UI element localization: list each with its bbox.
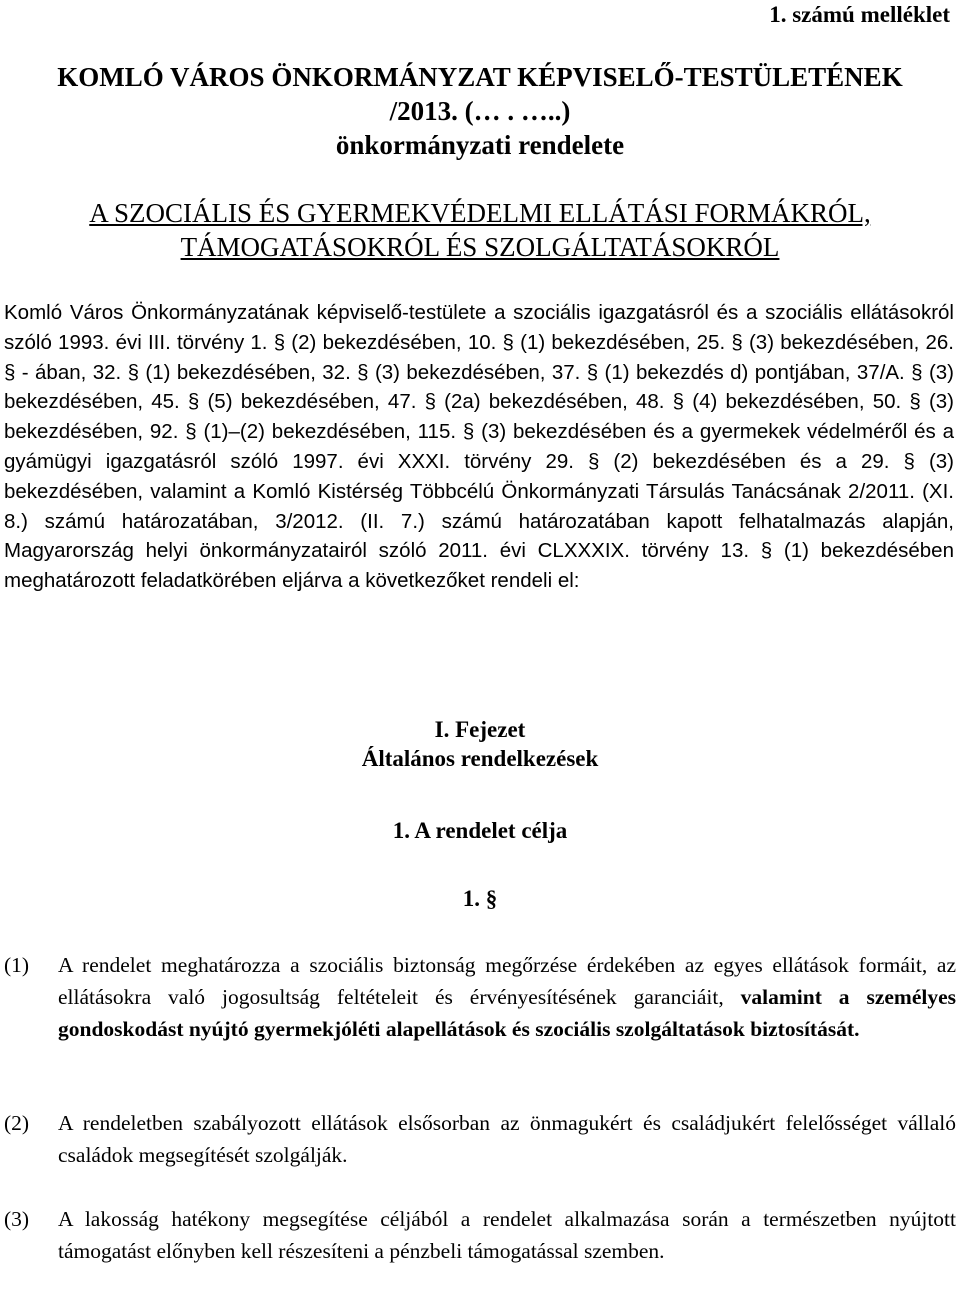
list-item: [4, 949, 956, 1045]
section-heading: 1. A rendelet célja: [392, 818, 568, 843]
preamble-text: Komló Város Önkormányzatának képviselő-testülete a szociális igazgatásról és a szociális ellátásokról szóló 1993. évi III. törvény 1. § (2) bekezdésében, 10. § (1) bekezdésében, 25. § (3) bekezdésében, 26. § - ában, 32. § (1) bekezdésében, 32. § (3) bekezdésében, 37. § (1) bekezdés d) pontjában, 37/A. § (3) bekezdésében, 45. § (5) bekezdésében, 47. § (2a) bekezdésében, 48. § (4) bekezdésében, 50. § (3) bekezdésében, 92. § (1)–(2) bekezdésében, 115. § (3) bekezdésében és a gyermekek védelméről és a gyámügyi igazgatásról szóló 1997. évi XXXI. törvény 29. § (2) bekezdésében és a 29. § (3) bekezdésében, valamint a Komló Kistérség Többcélú Önkormányzati Társulás Tanácsának 2/2011. (XI. 8.) számú határozatában, 3/2012. (II. 7.) számú határozatában kapott felhatalmazás alapján, Magyarország helyi önkormányzatairól szóló 2011. évi CLXXXIX. törvény 13. § (1) bekezdésében meghatározott feladatkörében eljárva a következőket rendeli el:: [4, 301, 954, 593]
item-number: (3): [4, 1207, 30, 1231]
subject-line-2: TÁMOGATÁSOKRÓL ÉS SZOLGÁLTATÁSOKRÓL: [180, 232, 780, 262]
title-council: KOMLÓ VÁROS ÖNKORMÁNYZAT KÉPVISELŐ-TESTÜLETÉNEK: [57, 62, 903, 92]
title-decree-number: /2013. (… . …..): [389, 96, 571, 126]
item-text: A lakosság hatékony megsegítése céljából a rendelet alkalmazása során a természetben nyújtott támogatást előnyben kell részesíteni a pénzbeli támogatással szemben.: [58, 1207, 956, 1263]
item-number: (1): [4, 953, 30, 977]
item-text-plain: A rendelet meghatározza a szociális biztonság megőrzése érdekében az egyes ellátások formáit, az ellátásokra való jogosultság feltételeit és érvényesítésének garanciáit,: [58, 953, 956, 1009]
item-text: A rendeletben szabályozott ellátások elsősorban az önmagukért és családjukért felelősséget vállaló családok megsegítését szolgálják.: [58, 1111, 956, 1167]
annex-label: 1. számú melléklet: [769, 2, 950, 27]
chapter-title: Általános rendelkezések: [361, 746, 599, 771]
title-decree-type: önkormányzati rendelete: [335, 130, 625, 160]
subject-line-1: A SZOCIÁLIS ÉS GYERMEKVÉDELMI ELLÁTÁSI FORMÁKRÓL,: [89, 198, 871, 228]
item-text: [58, 949, 956, 1045]
paragraph-number: 1. §: [462, 886, 498, 911]
chapter-number: I. Fejezet: [434, 717, 526, 742]
list-item: [4, 1203, 956, 1267]
list-item: [4, 1107, 956, 1171]
item-number: (2): [4, 1111, 30, 1135]
item-text-bold: valamint a személyes gondoskodást nyújtó gyermekjóléti alapellátások és szociális szolgáltatások biztosítását.: [58, 985, 957, 1041]
